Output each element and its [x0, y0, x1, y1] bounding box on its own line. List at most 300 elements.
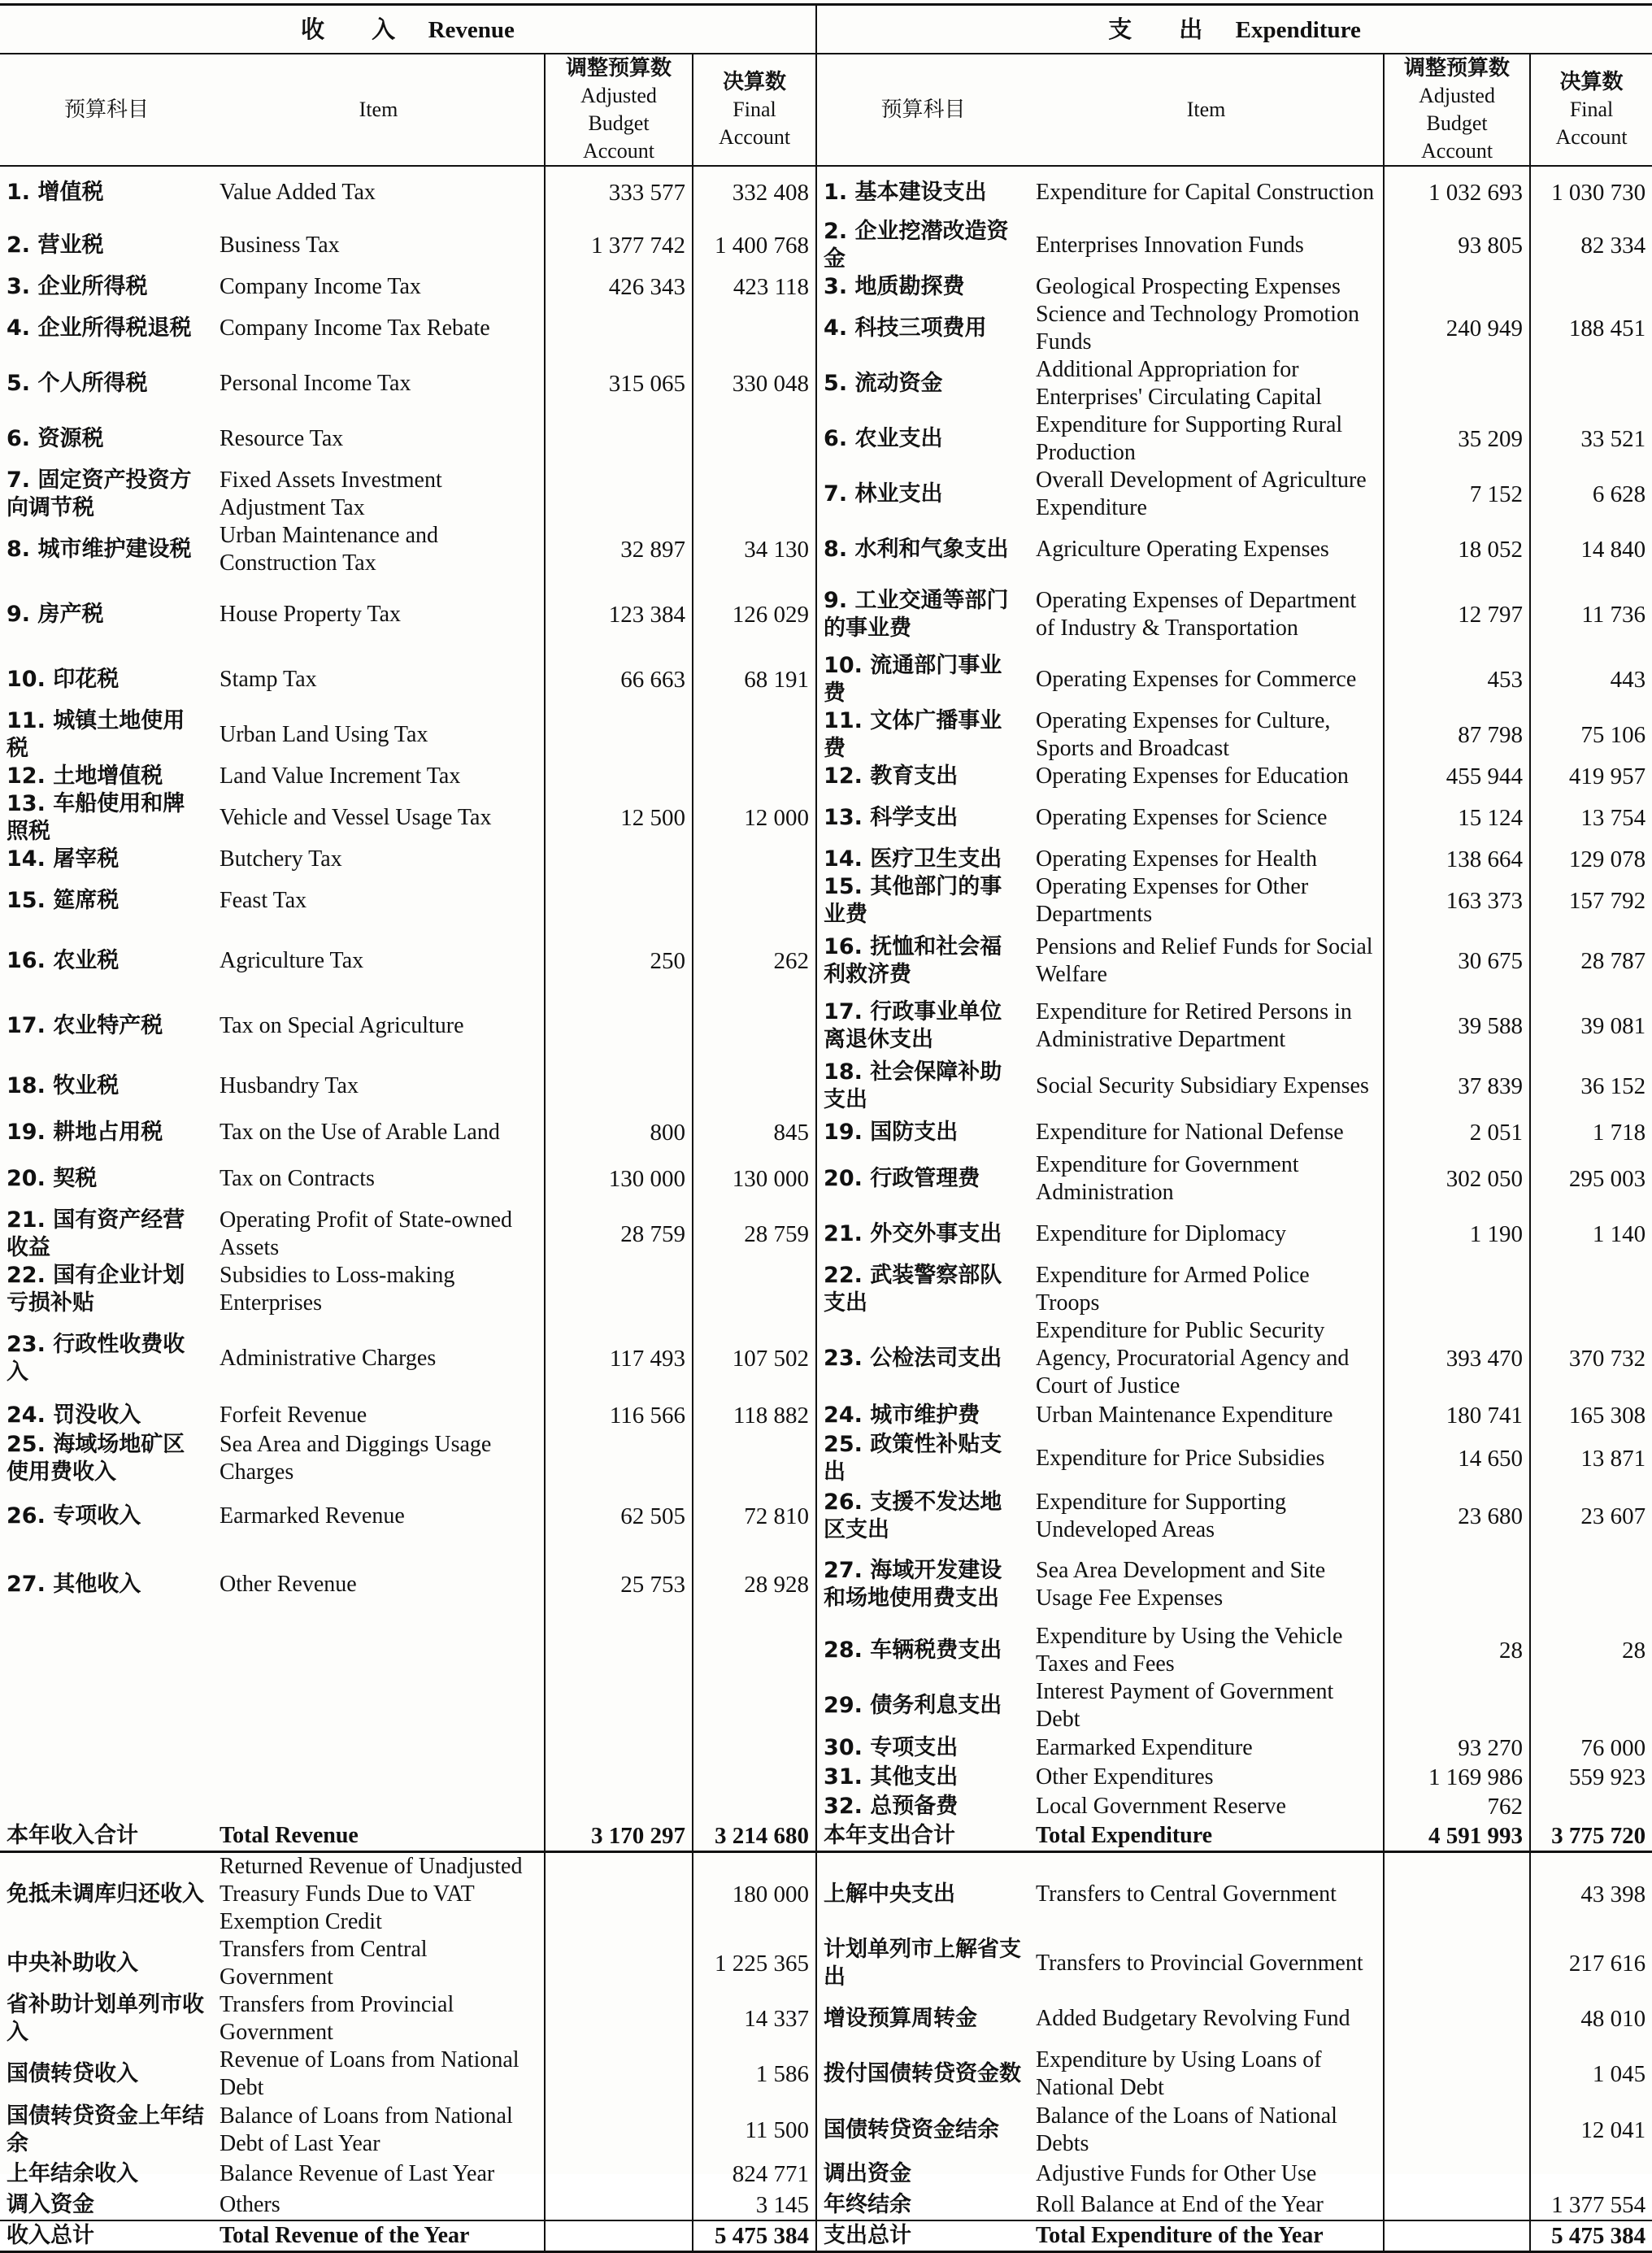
revenue-final-value: [693, 1763, 816, 1792]
expenditure-final-value: 1 030 730: [1530, 166, 1652, 218]
expenditure-transfer-adjusted-empty: [1384, 1852, 1530, 1937]
expenditure-item-cn: 30. 专项支出: [824, 1735, 959, 1760]
expenditure-transfer-cn: 上解中央支出: [824, 1881, 956, 1907]
table-row: [0, 707, 1652, 763]
revenue-transfer-en: Transfers from Central Government: [220, 1937, 428, 1990]
grand-expenditure-adjusted-empty: [1384, 2220, 1530, 2252]
expenditure-item-en: Expenditure for Public Security Agency, Procuratorial Agency and Court of Justice: [1036, 1318, 1350, 1398]
table-row: [0, 301, 1652, 356]
expenditure-item-en: Operating Expenses for Other Departments: [1036, 874, 1309, 927]
table-row: [0, 763, 1652, 790]
col-adjusted-en2: Account: [582, 139, 655, 163]
expenditure-item-cn: 25. 政策性补贴支出: [824, 1432, 1002, 1485]
revenue-transfer-cn: 国债转贷资金上年结余: [7, 2103, 204, 2156]
revenue-item-en: House Property Tax: [220, 602, 402, 627]
revenue-transfer-final: 11 500: [693, 2102, 816, 2159]
revenue-adjusted-value: [545, 1431, 693, 1486]
expenditure-adjusted-value: 37 839: [1384, 1059, 1530, 1114]
expenditure-transfer-final: 217 616: [1530, 1936, 1652, 1991]
revenue-item-en: Feast Tax: [220, 888, 307, 913]
revenue-adjusted-value: [545, 467, 693, 522]
revenue-item-cn: 1. 增值税: [7, 179, 104, 205]
expenditure-adjusted-value: 163 373: [1384, 873, 1530, 929]
expenditure-adjusted-value: 7 152: [1384, 467, 1530, 522]
expenditure-adjusted-value: 762: [1384, 1792, 1530, 1821]
revenue-final-value: 126 029: [693, 577, 816, 652]
total-revenue-en: Total Revenue: [213, 1821, 545, 1852]
revenue-transfer-cn: 免抵未调库归还收入: [7, 1881, 204, 1907]
expenditure-item-en: Social Security Subsidiary Expenses: [1036, 1073, 1369, 1098]
revenue-final-value: 28 759: [693, 1207, 816, 1262]
expenditure-item-cn: 32. 总预备费: [824, 1794, 959, 1819]
expenditure-item-en: Local Government Reserve: [1036, 1794, 1286, 1819]
revenue-item-en: [213, 1763, 545, 1792]
transfer-row: [0, 1991, 1652, 2046]
transfer-row: [0, 2046, 1652, 2102]
expenditure-transfer-en: Balance of the Loans of National Debts: [1036, 2103, 1337, 2156]
expenditure-item-en: Other Expenditures: [1036, 1764, 1214, 1790]
revenue-item-en: Resource Tax: [220, 426, 344, 451]
table-row: [0, 273, 1652, 301]
expenditure-item-en: Pensions and Relief Funds for Social Welfare: [1036, 934, 1373, 987]
expenditure-final-value: 76 000: [1530, 1733, 1652, 1763]
revenue-final-value: [693, 467, 816, 522]
expenditure-item-en: Expenditure for Armed Police Troops: [1036, 1263, 1310, 1316]
revenue-adjusted-value: 315 065: [545, 356, 693, 411]
expenditure-adjusted-value: 93 805: [1384, 218, 1530, 273]
revenue-transfer-cn: 国债转贷收入: [7, 2061, 138, 2086]
revenue-item-en: Vehicle and Vessel Usage Tax: [220, 805, 492, 830]
revenue-item-en: Husbandry Tax: [220, 1073, 359, 1098]
revenue-transfer-adjusted-empty: [545, 2102, 693, 2159]
revenue-adjusted-value: 123 384: [545, 577, 693, 652]
expenditure-adjusted-value: [1384, 356, 1530, 411]
revenue-item-cn: [0, 1678, 213, 1733]
table-row: [0, 1623, 1652, 1678]
revenue-item-en: [213, 1792, 545, 1821]
col-adjusted-cn-exp: 调整预算数: [1404, 56, 1511, 80]
expenditure-final-value: 39 081: [1530, 994, 1652, 1059]
table-row: [0, 1792, 1652, 1821]
revenue-final-value: [693, 1678, 816, 1733]
revenue-final-value: [693, 873, 816, 929]
revenue-final-value: 34 130: [693, 522, 816, 577]
revenue-final-value: [693, 1262, 816, 1317]
expenditure-item-en: Operating Expenses for Culture, Sports and Broadcast: [1036, 708, 1331, 761]
revenue-final-value: [693, 301, 816, 356]
revenue-transfer-en: Others: [220, 2191, 280, 2217]
table-row: [0, 1678, 1652, 1733]
expenditure-final-value: 419 957: [1530, 763, 1652, 790]
expenditure-final-value: 165 308: [1530, 1400, 1652, 1431]
revenue-adjusted-value: [545, 411, 693, 467]
expenditure-item-cn: 16. 抚恤和社会福利救济费: [824, 934, 1002, 987]
revenue-final-value: [693, 763, 816, 790]
grand-revenue-final: 5 475 384: [693, 2220, 816, 2252]
total-expenditure-adjusted: 4 591 993: [1384, 1821, 1530, 1852]
transfer-row: [0, 1852, 1652, 1937]
expenditure-item-cn: 29. 债务利息支出: [824, 1693, 1002, 1718]
revenue-final-value: 72 810: [693, 1486, 816, 1546]
revenue-transfer-cn: 上年结余收入: [7, 2161, 138, 2186]
expenditure-final-value: [1530, 1792, 1652, 1821]
revenue-item-cn: [0, 1792, 213, 1821]
expenditure-item-cn: 11. 文体广播事业费: [824, 708, 1002, 761]
table-row: [0, 1207, 1652, 1262]
table-row: [0, 166, 1652, 218]
expenditure-item-cn: 23. 公检法司支出: [824, 1346, 1002, 1371]
expenditure-item-en: Interest Payment of Government Debt: [1036, 1679, 1334, 1732]
expenditure-final-value: 14 840: [1530, 522, 1652, 577]
revenue-item-en: Sea Area and Diggings Usage Charges: [220, 1432, 492, 1485]
expenditure-transfer-cn: 调出资金: [824, 2161, 912, 2186]
revenue-final-value: [693, 846, 816, 873]
total-row: [0, 1821, 1652, 1852]
revenue-item-en: Forfeit Revenue: [220, 1403, 367, 1428]
revenue-adjusted-value: [545, 763, 693, 790]
expenditure-final-value: 1 718: [1530, 1114, 1652, 1151]
revenue-transfer-en: Revenue of Loans from National Debt: [220, 2047, 520, 2100]
expenditure-item-en: Expenditure for Capital Construction: [1036, 179, 1375, 205]
revenue-item-cn: 18. 牧业税: [7, 1073, 120, 1098]
revenue-transfer-final: 1 225 365: [693, 1936, 816, 1991]
revenue-item-cn: 21. 国有资产经营收益: [7, 1207, 185, 1260]
col-item-en: Item: [213, 54, 545, 166]
expenditure-transfer-cn: 拨付国债转贷资金数: [824, 2061, 1022, 2086]
expenditure-transfer-final: [1530, 2159, 1652, 2190]
expenditure-adjusted-value: 180 741: [1384, 1400, 1530, 1431]
revenue-transfer-adjusted-empty: [545, 1991, 693, 2046]
expenditure-item-cn: 12. 教育支出: [824, 763, 959, 789]
expenditure-title-en: Expenditure: [1235, 16, 1361, 43]
expenditure-item-cn: 5. 流动资金: [824, 371, 943, 396]
table-row: [0, 873, 1652, 929]
expenditure-transfer-adjusted-empty: [1384, 1936, 1530, 1991]
total-revenue-cn: 本年收入合计: [0, 1821, 213, 1852]
expenditure-transfer-final: 48 010: [1530, 1991, 1652, 2046]
expenditure-item-cn: 7. 林业支出: [824, 481, 943, 507]
expenditure-final-value: 36 152: [1530, 1059, 1652, 1114]
revenue-adjusted-value: 62 505: [545, 1486, 693, 1546]
expenditure-adjusted-value: 28: [1384, 1623, 1530, 1678]
expenditure-item-en: Expenditure for Government Administration: [1036, 1152, 1299, 1205]
expenditure-adjusted-value: 393 470: [1384, 1317, 1530, 1400]
revenue-item-cn: 13. 车船使用和牌照税: [7, 791, 185, 844]
table-row: [0, 522, 1652, 577]
col-adjusted-en1-exp: Adjusted Budget: [1419, 84, 1495, 135]
col-final-en1-exp: Final: [1569, 98, 1614, 121]
revenue-final-value: 107 502: [693, 1317, 816, 1400]
revenue-item-en: Agriculture Tax: [220, 948, 364, 973]
expenditure-item-en: Operating Expenses for Health: [1036, 846, 1318, 872]
table-row: [0, 1151, 1652, 1207]
revenue-adjusted-value: 12 500: [545, 790, 693, 846]
revenue-adjusted-value: 116 566: [545, 1400, 693, 1431]
expenditure-adjusted-value: 87 798: [1384, 707, 1530, 763]
expenditure-adjusted-value: [1384, 1546, 1530, 1623]
revenue-final-value: [693, 707, 816, 763]
revenue-item-cn: 24. 罚没收入: [7, 1403, 141, 1428]
revenue-final-value: [693, 1431, 816, 1486]
table-row: [0, 1546, 1652, 1623]
revenue-item-cn: 16. 农业税: [7, 948, 120, 973]
revenue-adjusted-value: [545, 707, 693, 763]
expenditure-transfer-final: 1 045: [1530, 2046, 1652, 2102]
revenue-item-cn: 17. 农业特产税: [7, 1013, 163, 1038]
expenditure-final-value: 28: [1530, 1623, 1652, 1678]
expenditure-title-cn: 支 出: [1108, 15, 1203, 43]
expenditure-adjusted-value: [1384, 273, 1530, 301]
expenditure-item-cn: 31. 其他支出: [824, 1764, 959, 1790]
expenditure-item-en: Expenditure for National Defense: [1036, 1120, 1344, 1145]
revenue-item-cn: 25. 海域场地矿区使用费收入: [7, 1432, 185, 1485]
revenue-item-cn: 27. 其他收入: [7, 1572, 141, 1597]
expenditure-item-en: Operating Expenses for Education: [1036, 763, 1349, 789]
revenue-item-en: Tax on Contracts: [220, 1166, 375, 1191]
revenue-adjusted-value: 800: [545, 1114, 693, 1151]
revenue-transfer-adjusted-empty: [545, 2190, 693, 2220]
revenue-adjusted-value: 28 759: [545, 1207, 693, 1262]
revenue-adjusted-value: [545, 1059, 693, 1114]
revenue-transfer-final: 180 000: [693, 1852, 816, 1937]
revenue-transfer-adjusted-empty: [545, 1852, 693, 1937]
revenue-item-en: Operating Profit of State-owned Assets: [220, 1207, 513, 1260]
revenue-final-value: 845: [693, 1114, 816, 1151]
col-final-en2: Account: [718, 125, 791, 149]
expenditure-adjusted-value: 30 675: [1384, 929, 1530, 994]
expenditure-final-value: 13 754: [1530, 790, 1652, 846]
table-row: [0, 1114, 1652, 1151]
revenue-transfer-final: 14 337: [693, 1991, 816, 2046]
expenditure-item-cn: 17. 行政事业单位离退休支出: [824, 999, 1002, 1052]
grand-revenue-en: Total Revenue of the Year: [213, 2220, 545, 2252]
revenue-transfer-en: Balance Revenue of Last Year: [220, 2161, 495, 2186]
revenue-item-en: Subsidies to Loss-making Enterprises: [220, 1263, 455, 1316]
revenue-adjusted-value: [545, 301, 693, 356]
expenditure-final-value: 295 003: [1530, 1151, 1652, 1207]
revenue-final-value: [693, 1059, 816, 1114]
revenue-item-cn: [0, 1733, 213, 1763]
expenditure-transfer-adjusted-empty: [1384, 2102, 1530, 2159]
revenue-final-value: [693, 1733, 816, 1763]
revenue-item-en: Administrative Charges: [220, 1346, 437, 1371]
col-final-en2-exp: Account: [1555, 125, 1628, 149]
revenue-item-en: Earmarked Revenue: [220, 1503, 405, 1529]
grand-expenditure-en: Total Expenditure of the Year: [1029, 2220, 1384, 2252]
expenditure-transfer-cn: 计划单列市上解省支出: [824, 1937, 1022, 1990]
expenditure-item-cn: 13. 科学支出: [824, 805, 959, 830]
expenditure-adjusted-value: 453: [1384, 652, 1530, 707]
revenue-item-en: Fixed Assets Investment Adjustment Tax: [220, 468, 442, 520]
revenue-item-en: Other Revenue: [220, 1572, 357, 1597]
revenue-adjusted-value: 333 577: [545, 166, 693, 218]
expenditure-item-cn: 19. 国防支出: [824, 1120, 959, 1145]
revenue-item-cn: 14. 屠宰税: [7, 846, 120, 872]
table-row: [0, 1262, 1652, 1317]
revenue-adjusted-value: [545, 994, 693, 1059]
grand-expenditure-final: 5 475 384: [1530, 2220, 1652, 2252]
expenditure-adjusted-value: 302 050: [1384, 1151, 1530, 1207]
revenue-final-value: 332 408: [693, 166, 816, 218]
table-row: [0, 218, 1652, 273]
revenue-item-cn: [0, 1623, 213, 1678]
expenditure-final-value: 23 607: [1530, 1486, 1652, 1546]
grand-revenue-cn: 收入总计: [0, 2220, 213, 2252]
expenditure-adjusted-value: 15 124: [1384, 790, 1530, 846]
expenditure-final-value: 13 871: [1530, 1431, 1652, 1486]
revenue-transfer-final: 1 586: [693, 2046, 816, 2102]
expenditure-final-value: 6 628: [1530, 467, 1652, 522]
table-row: [0, 1733, 1652, 1763]
expenditure-item-cn: 24. 城市维护费: [824, 1403, 980, 1428]
revenue-item-cn: 19. 耕地占用税: [7, 1120, 163, 1145]
expenditure-adjusted-value: 23 680: [1384, 1486, 1530, 1546]
table-row: [0, 1763, 1652, 1792]
expenditure-transfer-final: 43 398: [1530, 1852, 1652, 1937]
revenue-item-cn: 22. 国有企业计划亏损补贴: [7, 1263, 185, 1316]
col-item-cn-exp: 预算科目: [816, 54, 1029, 166]
revenue-final-value: 330 048: [693, 356, 816, 411]
expenditure-item-en: Operating Expenses for Science: [1036, 805, 1328, 830]
revenue-final-value: 262: [693, 929, 816, 994]
expenditure-transfer-final: 12 041: [1530, 2102, 1652, 2159]
revenue-item-cn: 4. 企业所得税退税: [7, 315, 192, 341]
expenditure-adjusted-value: 39 588: [1384, 994, 1530, 1059]
col-adjusted-exp: [1384, 54, 1530, 166]
expenditure-final-value: [1530, 356, 1652, 411]
revenue-adjusted-value: 130 000: [545, 1151, 693, 1207]
table-row: [0, 1400, 1652, 1431]
revenue-item-cn: 15. 筵席税: [7, 888, 120, 913]
total-revenue-final: 3 214 680: [693, 1821, 816, 1852]
revenue-item-en: Company Income Tax Rebate: [220, 315, 490, 341]
expenditure-transfer-cn: 增设预算周转金: [824, 2006, 978, 2031]
expenditure-adjusted-value: [1384, 1678, 1530, 1733]
revenue-item-en: Urban Maintenance and Construction Tax: [220, 523, 438, 576]
revenue-final-value: 130 000: [693, 1151, 816, 1207]
revenue-final-value: [693, 1792, 816, 1821]
revenue-final-value: [693, 1623, 816, 1678]
revenue-item-en: Butchery Tax: [220, 846, 342, 872]
expenditure-item-cn: 22. 武装警察部队支出: [824, 1263, 1002, 1316]
expenditure-final-value: 559 923: [1530, 1763, 1652, 1792]
expenditure-item-en: Agriculture Operating Expenses: [1036, 537, 1329, 562]
revenue-adjusted-value: 426 343: [545, 273, 693, 301]
expenditure-item-cn: 1. 基本建设支出: [824, 179, 987, 205]
revenue-transfer-adjusted-empty: [545, 2159, 693, 2190]
expenditure-final-value: 33 521: [1530, 411, 1652, 467]
expenditure-item-en: Expenditure for Diplomacy: [1036, 1221, 1286, 1246]
expenditure-final-value: 443: [1530, 652, 1652, 707]
expenditure-adjusted-value: 455 944: [1384, 763, 1530, 790]
revenue-transfer-en: Balance of Loans from National Debt of Last Year: [220, 2103, 513, 2156]
revenue-item-cn: 5. 个人所得税: [7, 371, 148, 396]
revenue-adjusted-value: 25 753: [545, 1546, 693, 1623]
budget-table: [0, 3, 1652, 2253]
expenditure-final-value: 82 334: [1530, 218, 1652, 273]
col-final: [693, 54, 816, 166]
expenditure-item-cn: 6. 农业支出: [824, 426, 943, 451]
expenditure-final-value: [1530, 1546, 1652, 1623]
revenue-item-en: Stamp Tax: [220, 667, 317, 692]
table-row: [0, 1431, 1652, 1486]
expenditure-transfer-en: Transfers to Provincial Government: [1036, 1951, 1363, 1976]
expenditure-item-cn: 14. 医疗卫生支出: [824, 846, 1002, 872]
transfer-row: [0, 1936, 1652, 1991]
table-row: [0, 994, 1652, 1059]
expenditure-item-cn: 8. 水利和气象支出: [824, 537, 1009, 562]
revenue-item-en: [213, 1733, 545, 1763]
revenue-item-en: Business Tax: [220, 233, 340, 258]
revenue-final-value: 28 928: [693, 1546, 816, 1623]
col-adjusted-en1: Adjusted Budget: [580, 84, 657, 135]
expenditure-item-cn: 28. 车辆税费支出: [824, 1638, 1002, 1663]
revenue-final-value: 423 118: [693, 273, 816, 301]
revenue-adjusted-value: [545, 1262, 693, 1317]
grand-revenue-adjusted-empty: [545, 2220, 693, 2252]
revenue-final-value: 1 400 768: [693, 218, 816, 273]
revenue-transfer-adjusted-empty: [545, 2046, 693, 2102]
revenue-item-en: Value Added Tax: [220, 179, 376, 205]
expenditure-item-en: Science and Technology Promotion Funds: [1036, 302, 1360, 354]
expenditure-adjusted-value: 18 052: [1384, 522, 1530, 577]
col-adjusted: [545, 54, 693, 166]
revenue-transfer-cn: 省补助计划单列市收入: [7, 1992, 204, 2045]
table-row: [0, 467, 1652, 522]
expenditure-transfer-cn: 年终结余: [824, 2191, 912, 2217]
revenue-item-en: Tax on Special Agriculture: [220, 1013, 464, 1038]
revenue-adjusted-value: 117 493: [545, 1317, 693, 1400]
expenditure-transfer-cn: 国债转贷资金结余: [824, 2117, 1000, 2142]
revenue-item-cn: 6. 资源税: [7, 426, 104, 451]
col-adjusted-cn: 调整预算数: [565, 56, 672, 80]
expenditure-item-cn: 10. 流通部门事业费: [824, 653, 1002, 706]
table-row: [0, 1059, 1652, 1114]
revenue-title-cn: 收 入: [301, 15, 396, 43]
revenue-adjusted-value: [545, 873, 693, 929]
expenditure-adjusted-value: 240 949: [1384, 301, 1530, 356]
revenue-item-cn: 23. 行政性收费收入: [7, 1332, 185, 1385]
expenditure-adjusted-value: 14 650: [1384, 1431, 1530, 1486]
expenditure-item-cn: 4. 科技三项费用: [824, 315, 987, 341]
revenue-item-cn: 9. 房产税: [7, 602, 104, 627]
revenue-transfer-cn: 中央补助收入: [7, 1951, 138, 1976]
col-item-en-exp: Item: [1029, 54, 1384, 166]
table-row: [0, 411, 1652, 467]
expenditure-item-cn: 2. 企业挖潜改造资金: [824, 219, 1009, 272]
total-expenditure-en: Total Expenditure: [1029, 1821, 1384, 1852]
revenue-adjusted-value: 66 663: [545, 652, 693, 707]
expenditure-final-value: 370 732: [1530, 1317, 1652, 1400]
revenue-final-value: 118 882: [693, 1400, 816, 1431]
expenditure-item-en: Expenditure by Using the Vehicle Taxes and Fees: [1036, 1624, 1343, 1677]
revenue-adjusted-value: 250: [545, 929, 693, 994]
expenditure-item-en: Enterprises Innovation Funds: [1036, 233, 1304, 258]
expenditure-item-cn: 27. 海域开发建设和场地使用费支出: [824, 1558, 1002, 1611]
expenditure-section-title: [816, 5, 1652, 54]
transfer-row: [0, 2102, 1652, 2159]
expenditure-final-value: 11 736: [1530, 577, 1652, 652]
total-expenditure-final: 3 775 720: [1530, 1821, 1652, 1852]
expenditure-item-cn: 21. 外交外事支出: [824, 1221, 1002, 1246]
expenditure-item-en: Expenditure for Retired Persons in Administrative Department: [1036, 999, 1352, 1052]
expenditure-item-en: Expenditure for Price Subsidies: [1036, 1446, 1325, 1471]
table-row: [0, 1317, 1652, 1400]
col-final-exp: [1530, 54, 1652, 166]
expenditure-final-value: [1530, 1678, 1652, 1733]
expenditure-adjusted-value: 93 270: [1384, 1733, 1530, 1763]
expenditure-final-value: [1530, 1262, 1652, 1317]
